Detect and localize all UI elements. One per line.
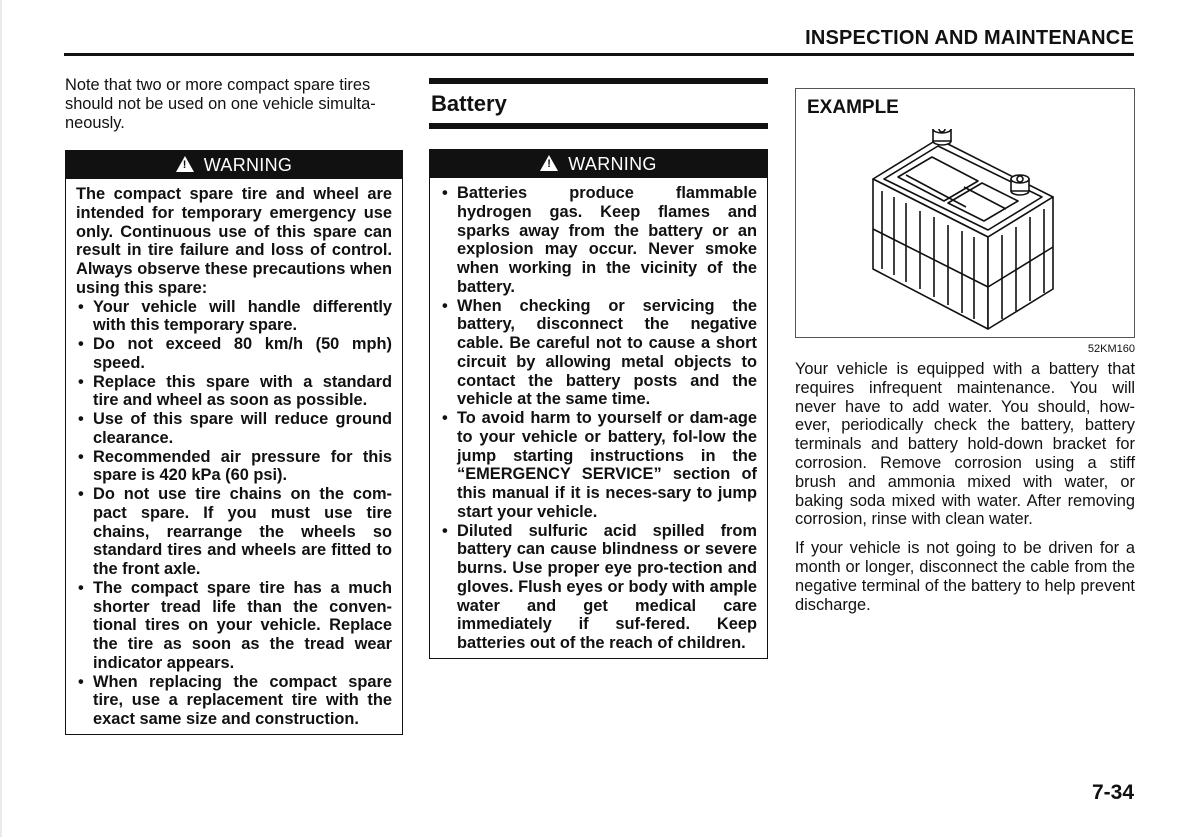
warning-item: • Diluted sulfuric acid spilled from battery can cause blindness or severe burns. Use proper eye pro-tection and gloves. Flush eyes or body with ample water and get medical care immediately if suf-fered. Keep batteries out of the reach of children. [440, 522, 757, 653]
header-rule [64, 53, 1134, 56]
example-label: EXAMPLE [807, 97, 899, 118]
warning-item: • Replace this spare with a standard tire and wheel as soon as possible. [76, 373, 392, 411]
battery-paragraph: Your vehicle is equipped with a battery that requires infrequent maintenance. You will never have to add water. You should, how-ever, periodically check the battery, battery terminals and battery hold-down bracket for corrosion. Remove corrosion using a stiff brush and ammonia mixed with water, or baking soda mixed with water. After removing corrosion, rinse with clean water. [795, 360, 1135, 529]
warning-body [66, 179, 402, 734]
warning-item: • Batteries produce flammable hydrogen gas. Keep flames and sparks away from the battery or an explosion may occur. Never smoke when working in the vicinity of the battery. [440, 184, 757, 297]
warning-item: • To avoid harm to yourself or dam-age to your vehicle or battery, fol-low the jump starting instructions in the “EMERGENCY SERVICE” section of this manual if it is neces-sary to jump start your vehicle. [440, 409, 757, 522]
warning-list [440, 184, 757, 653]
warning-item: • The compact spare tire has a much shorter tread life than the conven-tional tires on your vehicle. Replace the tire as soon as the tread wear indicator appears. [76, 579, 392, 673]
warning-intro: The compact spare tire and wheel are intended for temporary emergency use only. Continuous use of this spare can result in tire failure and loss of control. Always observe these precautions when using this spare: [76, 185, 392, 297]
warning-item: • Your vehicle will handle differently with this temporary spare. [76, 298, 392, 336]
warning-title: WARNING [203, 155, 293, 175]
battery-paragraph: If your vehicle is not going to be driven for a month or longer, disconnect the cable from the negative terminal of the battery to help prevent discharge. [795, 539, 1135, 614]
car-battery-icon [868, 129, 1058, 339]
section-title: Battery [431, 91, 507, 116]
warning-header [430, 150, 767, 178]
column-left [65, 76, 403, 735]
warning-item: • Do not exceed 80 km/h (50 mph) speed. [76, 335, 392, 373]
warning-item: • Use of this spare will reduce ground clearance. [76, 410, 392, 448]
section-rule-bottom [429, 123, 768, 129]
page-header-title: INSPECTION AND MAINTENANCE [805, 27, 1134, 49]
warning-list [76, 298, 392, 729]
warning-triangle-icon: ! [540, 155, 558, 171]
warning-triangle-icon: ! [176, 156, 194, 172]
column-right [795, 88, 1135, 614]
example-figure-box [795, 88, 1135, 338]
warning-item: • When replacing the compact spare tire, use a replacement tire with the exact same size and construction. [76, 673, 392, 729]
column-middle [429, 78, 768, 659]
warning-body [430, 178, 767, 658]
page-number: 7-34 [1091, 781, 1134, 804]
spare-tire-warning-box [65, 150, 403, 735]
warning-item: • Do not use tire chains on the com-pact spare. If you must use tire chains, rearrange the wheels so standard tires and wheels are fitted to the front axle. [76, 485, 392, 579]
warning-item: • Recommended air pressure for this spare is 420 kPa (60 psi). [76, 448, 392, 486]
spare-tire-note: Note that two or more compact spare tires should not be used on one vehicle simulta-neously. [65, 76, 376, 132]
page-edge-shadow [0, 0, 2, 837]
warning-title: WARNING [568, 154, 657, 174]
battery-warning-box [429, 149, 768, 659]
warning-header [66, 151, 402, 179]
warning-item: • When checking or servicing the battery, disconnect the negative cable. Be careful not to cause a short circuit by allowing metal objects to contact the battery posts and the vehicle at the same time. [440, 297, 757, 410]
figure-code: 52KM160 [1087, 343, 1135, 355]
